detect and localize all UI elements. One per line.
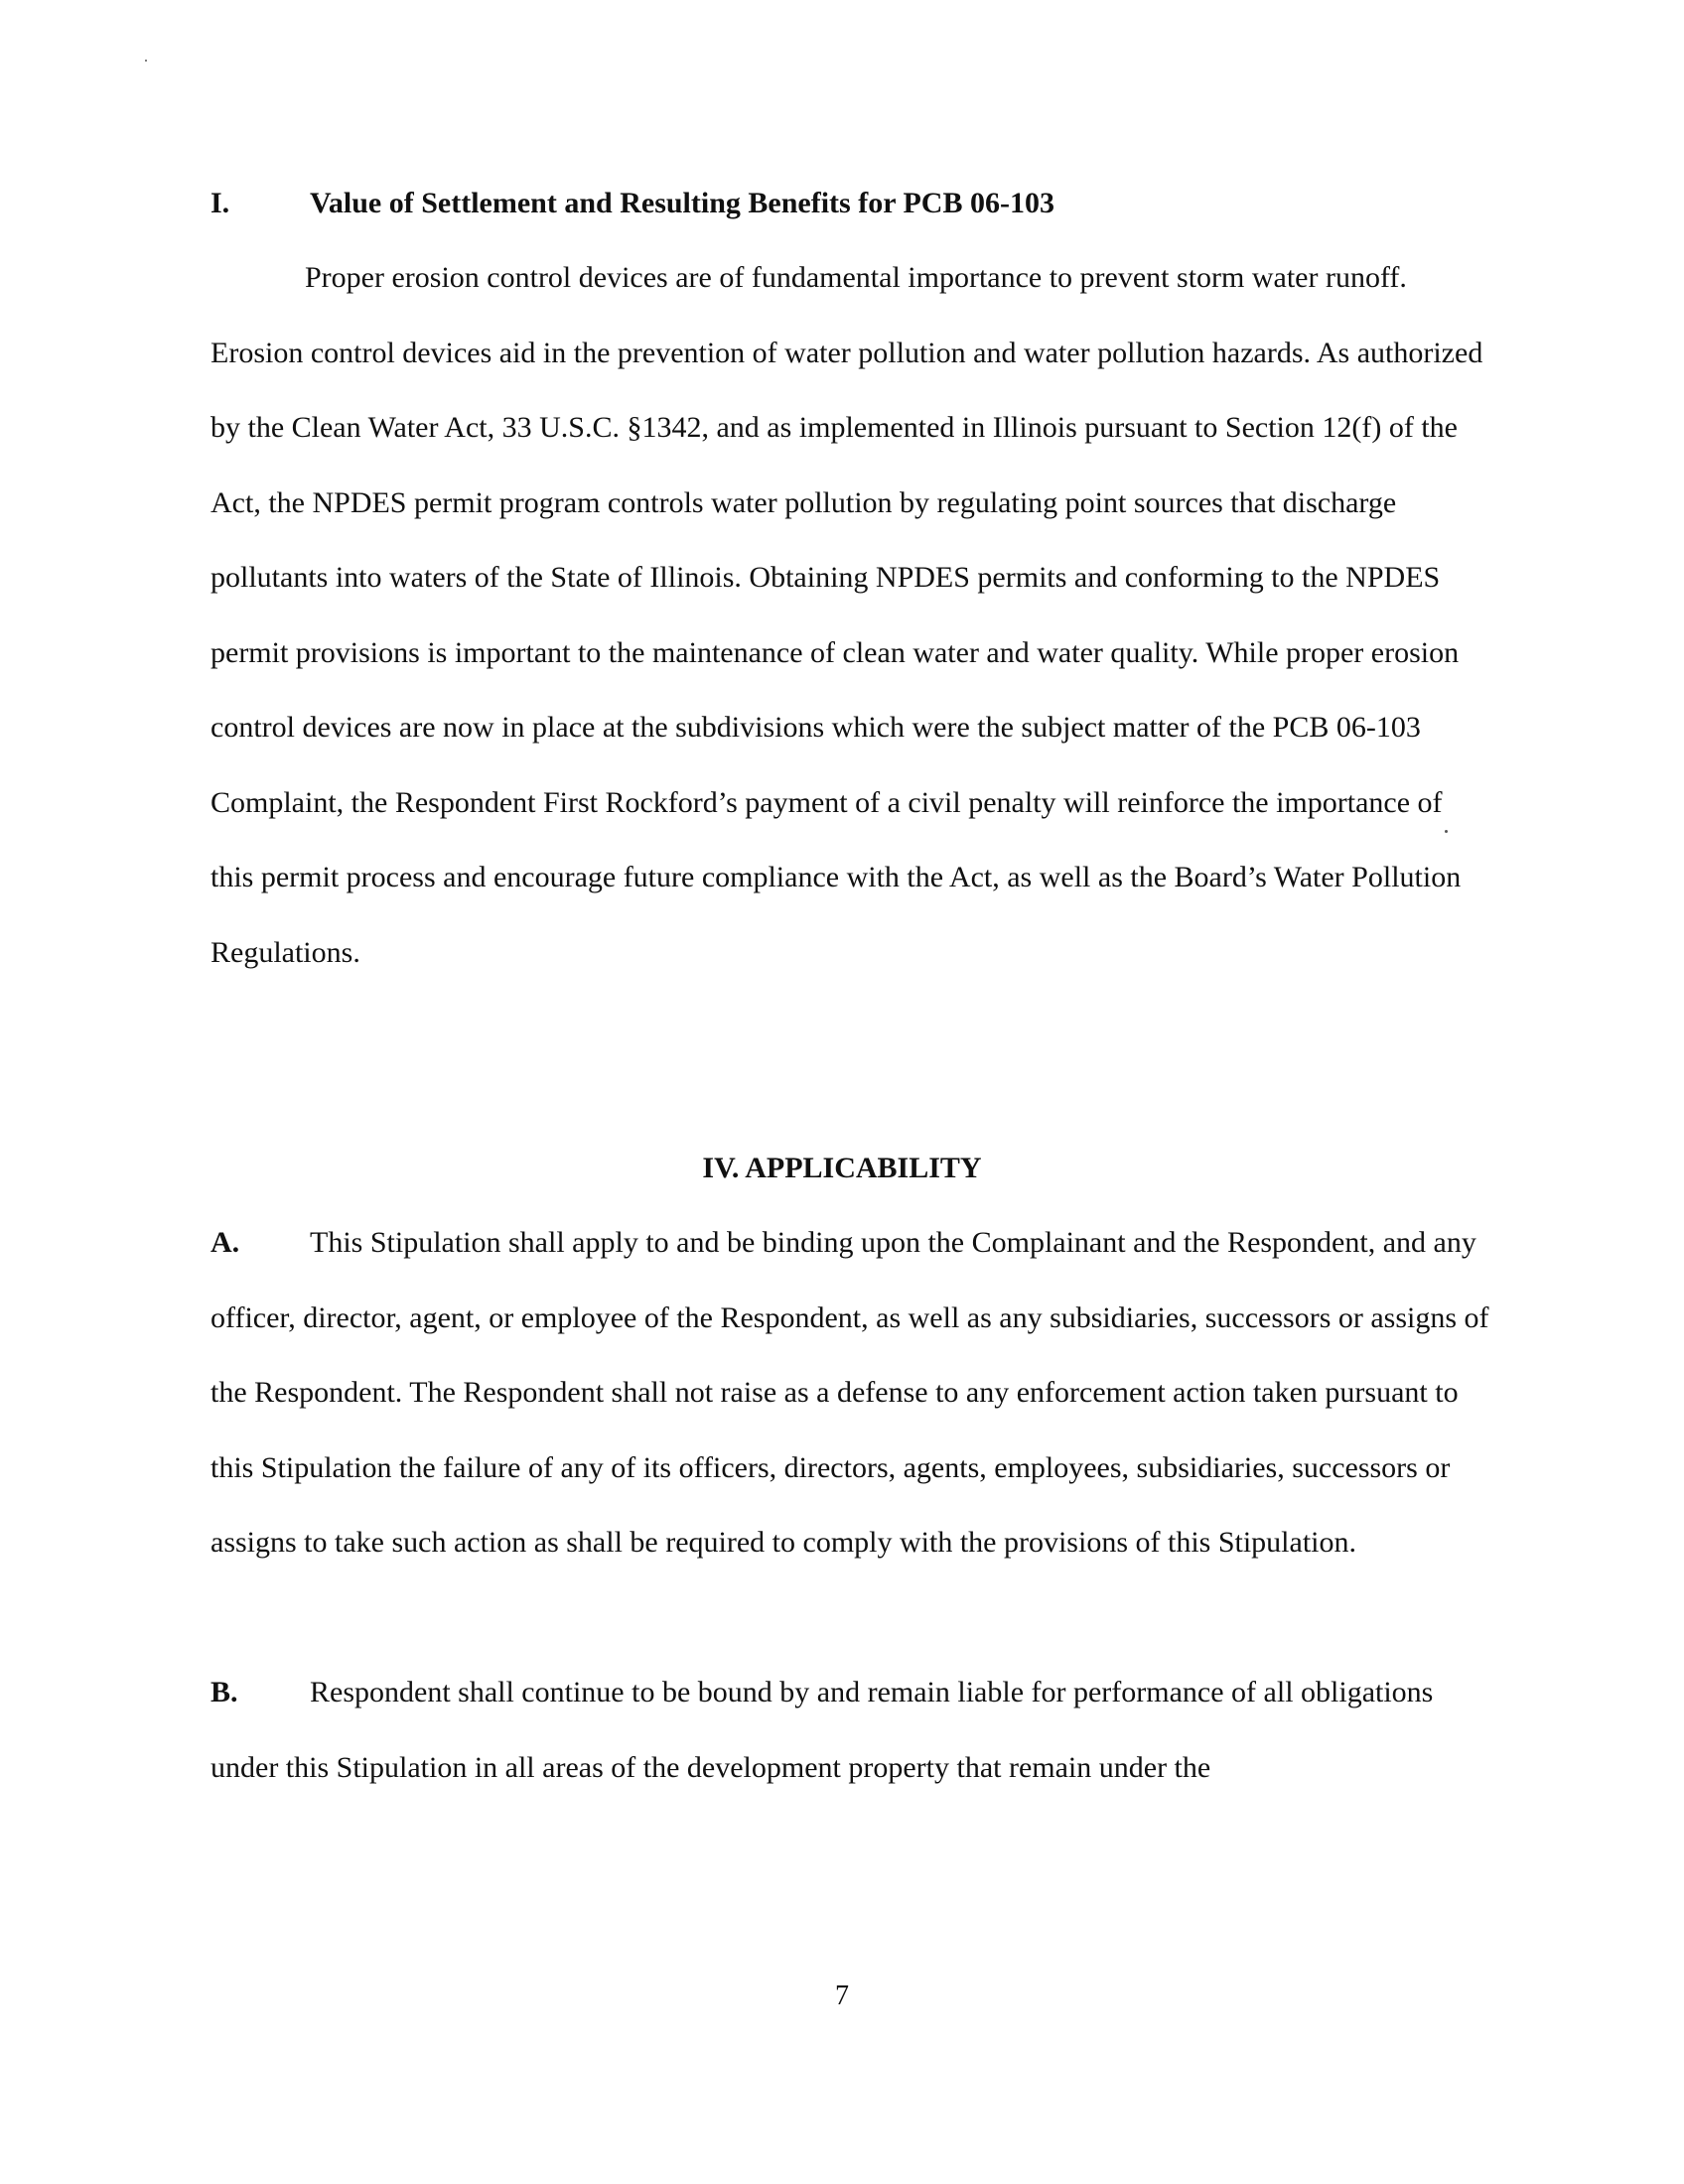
section-i-paragraph <box>210 240 1491 990</box>
paragraph-label: A. <box>210 1226 240 1259</box>
paragraph-text: Respondent shall continue to be bound by and remain liable for performance of all obligations under this Stipulation in all areas of the development property that remain under the <box>210 1676 1434 1784</box>
section-marker: I. <box>210 187 230 219</box>
scan-speck <box>145 60 147 62</box>
paragraph-b <box>210 1655 1491 1805</box>
section-heading-iv: IV. APPLICABILITY <box>702 1152 982 1184</box>
section-heading-i <box>210 187 1054 220</box>
section-title: Value of Settlement and Resulting Benefits for PCB 06-103 <box>310 187 1054 219</box>
page-number: 7 <box>835 1980 849 2011</box>
paragraph-text: This Stipulation shall apply to and be binding upon the Complainant and the Respondent, and any officer, director, agent, or employee of the Respondent, as well as any subsidiaries, successors or assigns of the Respondent. The Respondent shall not raise as a defense to any enforcement action taken pursuant to this Stipulation the failure of any of its officers, directors, agents, employees, subsidiaries, successors or assigns to take such action as shall be required to comply with the provisions of this Stipulation. <box>210 1226 1489 1559</box>
paragraph-a <box>210 1205 1491 1580</box>
paragraph-label: B. <box>210 1676 238 1708</box>
paragraph-text: Proper erosion control devices are of fundamental importance to prevent storm water runoff. Erosion control devices aid in the prevention of water pollution and water pollution hazards. As authorized by the Clean Water Act, 33 U.S.C. §1342, and as implemented in Illinois pursuant to Section 12(f) of the Act, the NPDES permit program controls water pollution by regulating point sources that discharge pollutants into waters of the State of Illinois. Obtaining NPDES permits and conforming to the NPDES permit provisions is important to the maintenance of clean water and water quality. While proper erosion control devices are now in place at the subdivisions which were the subject matter of the PCB 06-103 Complaint, the Respondent First Rockford’s payment of a civil penalty will reinforce the importance of this permit process and encourage future compliance with the Act, as well as the Board’s Water Pollution Regulations. <box>210 261 1483 969</box>
